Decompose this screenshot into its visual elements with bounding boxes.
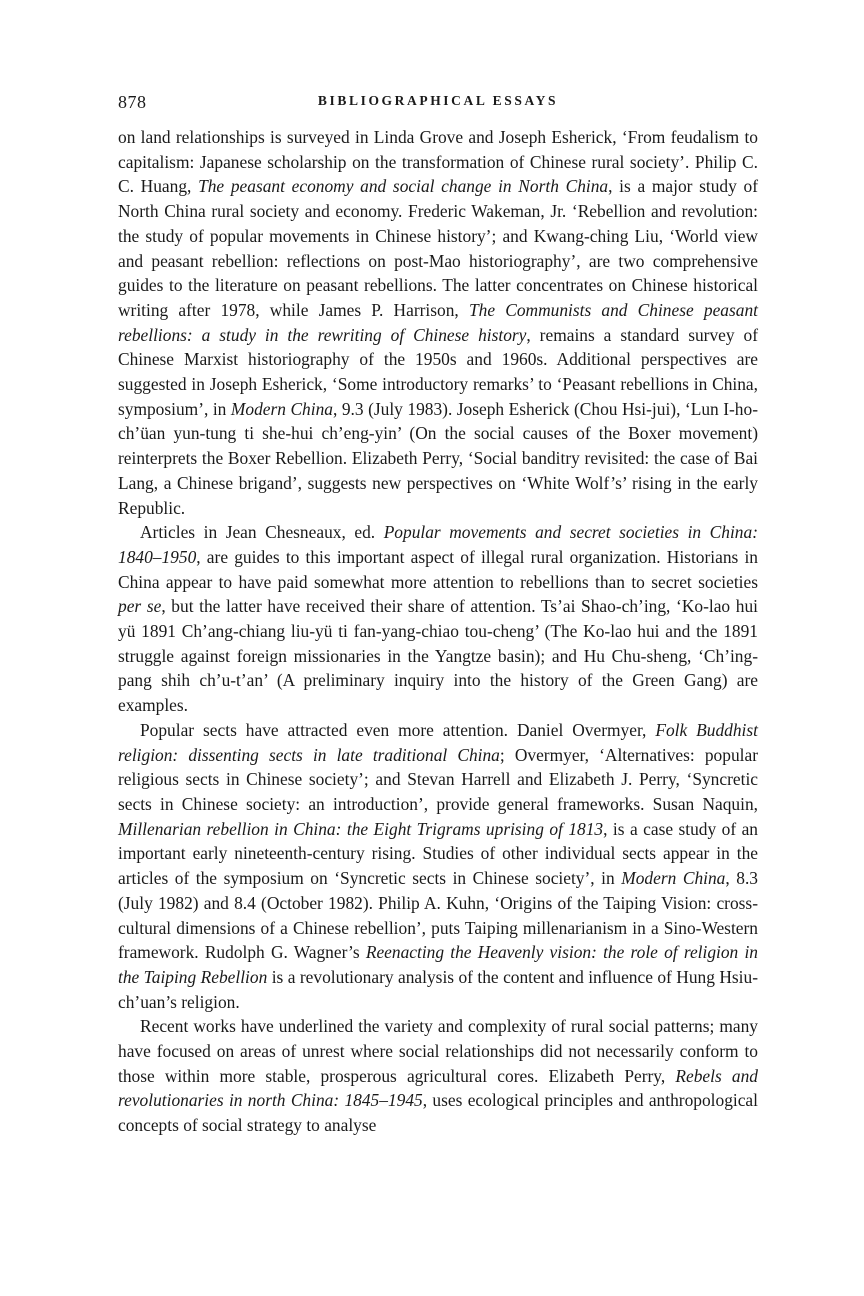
paragraph: [118, 125, 758, 520]
text-segment: , remains a standard survey of Chinese Marxist historiography of the 1950s and 1960s. Additional perspectives are suggested in Joseph Esherick, ‘Some introductory remarks’ to ‘Peasant rebellions in China, symposium’, in: [118, 324, 758, 419]
running-head: BIBLIOGRAPHICAL ESSAYS: [317, 93, 559, 108]
italic-title: Folk Buddhist religion: dissenting sects in late traditional China: [118, 719, 758, 765]
italic-title: The Communists and Chinese peasant rebellions: a study in the rewriting of Chinese history: [118, 299, 758, 345]
page-header: [118, 92, 758, 116]
text-segment: , 9.3 (July 1983). Joseph Esherick (Chou Hsi-jui), ‘Lun I-ho-ch’üan yun-tung ti she-hui ch’eng-yin’ (On the social causes of the Boxer movement) reinterprets the Boxer Rebellion. Elizabeth Perry, ‘Social banditry revisited: the case of Bai Lang, a Chinese brigand’, suggests new perspectives on ‘White Wolf’s’ rising in the early Republic.: [118, 398, 758, 518]
text-segment: , uses ecological principles and anthropological concepts of social strategy to analyse: [118, 1090, 758, 1136]
text-segment: Articles in Jean Chesneaux, ed.: [140, 522, 384, 543]
text-segment: Recent works have underlined the variety and complexity of rural social patterns; many have focused on areas of unrest where social relationships did not necessarily conform to those within more stable, prosperous agricultural cores. Elizabeth Perry,: [118, 1016, 758, 1086]
paragraph: [118, 520, 758, 718]
italic-title: Modern China: [621, 868, 726, 889]
text-segment: , 8.3 (July 1982) and 8.4 (October 1982). Philip A. Kuhn, ‘Origins of the Taiping Vision: cross-cultural dimensions of a Chinese rebellion’, puts Taiping millenarianism in a Sino-Western framework. Rudolph G. Wagner’s: [118, 868, 759, 963]
text-segment: ; Overmyer, ‘Alternatives: popular religious sects in Chinese society’; and Stevan Harrell and Elizabeth J. Perry, ‘Syncretic sects in Chinese society: an introduction’, provide general frameworks. Susan Naquin,: [118, 744, 758, 814]
text-segment: Popular sects have attracted even more attention. Daniel Overmyer,: [140, 719, 656, 740]
text-segment: , are guides to this important aspect of illegal rural organization. Historians in China appear to have paid somewhat more attention to rebellions than to secret societies: [118, 546, 758, 592]
page-number: 878: [118, 92, 147, 112]
text-segment: , but the latter have received their share of attention. Ts’ai Shao-ch’ing, ‘Ko-lao hui yü 1891 Ch’ang-chiang liu-yü ti fan-yang-chiao tou-cheng’ (The Ko-lao hui and the 1891 struggle against foreign missionaries in the Yangtze basin); and Hu Chu-sheng, ‘Ch’ing-pang shih ch’u-t’an’ (A preliminary inquiry into the history of the Green Gang) are examples.: [118, 596, 758, 716]
italic-title: Reenacting the Heavenly vision: the role of religion in the Taiping Rebellion: [118, 942, 758, 987]
text-body: [118, 125, 758, 1138]
text-segment: , is a major study of North China rural society and economy. Frederic Wakeman, Jr. ‘Rebellion and revolution: the study of popular movements in Chinese history’; and Kwang-ching Liu, ‘World view and peasant rebellion: reflections on post-Mao historiography’, are two comprehensive guides to the literature on peasant rebellions. The latter concentrates on Chinese historical writing after 1978, while James P. Harrison,: [118, 176, 758, 320]
text-segment: on land relationships is surveyed in Linda Grove and Joseph Esherick, ‘From feudalism to capitalism: Japanese scholarship on the transformation of Chinese rural society’. Philip C. C. Huang,: [118, 127, 758, 197]
italic-title: Millenarian rebellion in China: the Eight Trigrams uprising of 1813: [118, 818, 604, 839]
paragraph: [118, 718, 758, 1014]
italic-title: Rebels and revolutionaries in north China: 1845–1945: [118, 1065, 759, 1111]
text-segment: is a revolutionary analysis of the content and influence of Hung Hsiu-ch’uan’s religion.: [118, 966, 758, 1012]
italic-title: Popular movements and secret societies in China: 1840–1950: [118, 522, 758, 567]
paragraph: [118, 1014, 758, 1138]
italic-title: per se: [118, 596, 162, 617]
text-segment: , is a case study of an important early nineteenth-century rising. Studies of other individual sects appear in the articles of the symposium on ‘Syncretic sects in Chinese society’, in: [118, 818, 758, 889]
italic-title: Modern China: [230, 398, 333, 419]
italic-title: The peasant economy and social change in North China: [198, 176, 609, 197]
